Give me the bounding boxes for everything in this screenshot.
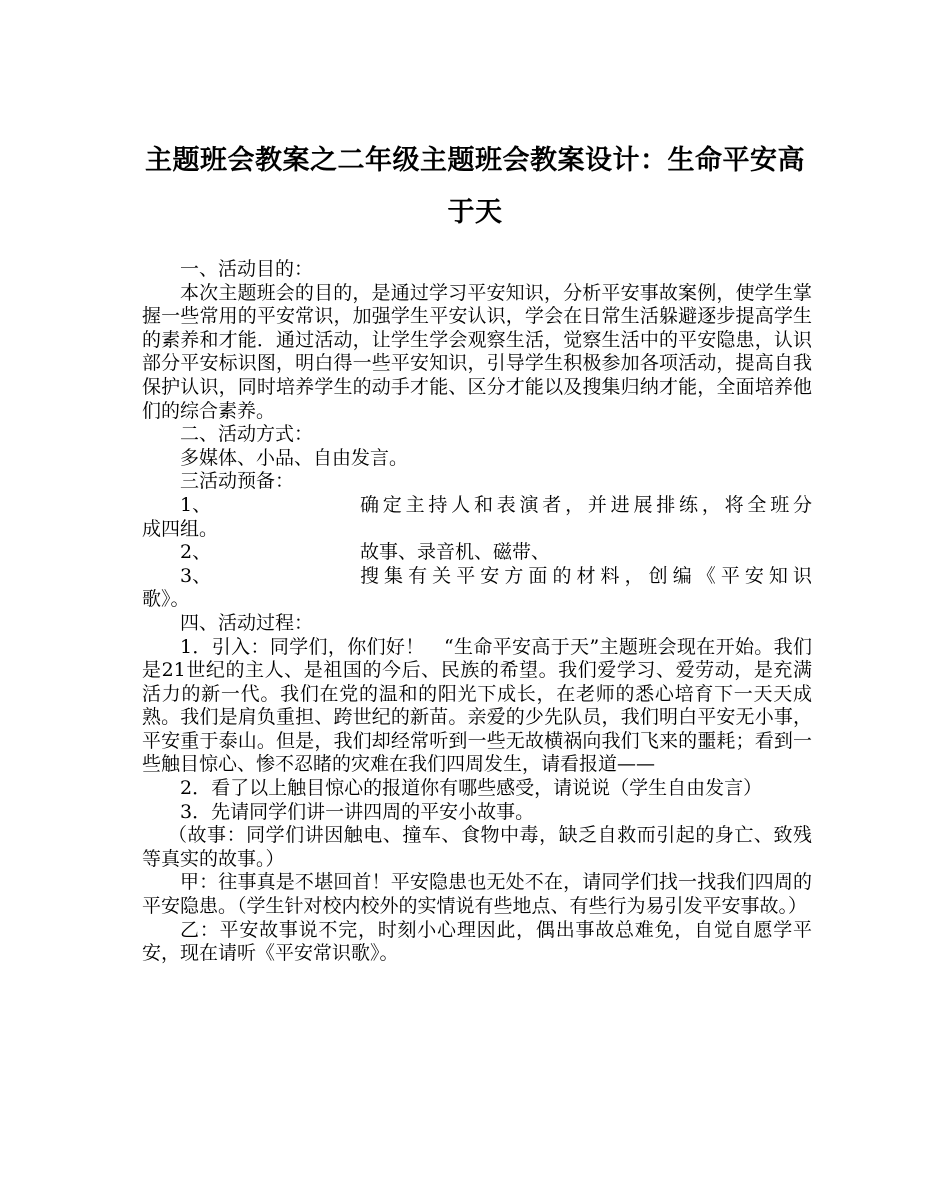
paragraph-method: 多媒体、小品、自由发言。: [180, 446, 409, 469]
preparation-number: 1、: [180, 493, 212, 516]
preparation-item: [142, 565, 812, 612]
section-heading-process: 四、活动过程：: [180, 611, 314, 634]
preparation-item: [142, 541, 812, 565]
paragraph-feelings: 2．看了以上触目惊心的报道你有哪些感受，请说说（学生自由发言）: [180, 777, 763, 800]
paragraph-stories: 3．先请同学们讲一讲四周的平安小故事。: [180, 800, 535, 823]
document-title: 主题班会教案之二年级主题班会教案设计：生命平安高于天: [145, 145, 805, 228]
paragraph-jia: 甲：往事真是不堪回首！平安隐患也无处不在，请同学们找一找我们四周的平安隐患。（学生针对校内校外的实情说有些地点、有些行为易引发平安事故。）: [142, 871, 812, 918]
paragraph-story-note: （故事：同学们讲因触电、撞车、食物中毒，缺乏自救而引起的身亡、致残等真实的故事。）: [142, 824, 812, 870]
preparation-text-continued: 歌》。: [142, 588, 190, 611]
paragraph-intro: 1．引入：同学们，你们好！ “生命平安高于天”主题班会现在开始。我们是21世纪的主人、是祖国的今后、民族的希望。我们爱学习、爱劳动，是充满活力的新一代。我们在党的温和的阳光下成长，在老师的悉心培育下一天天成熟。我们是肩负重担、跨世纪的新苗。亲爱的少先队员，我们明白平安无小事，平安重于泰山。但是，我们却经常听到一些无故横祸向我们飞来的噩耗；看到一些触目惊心、惨不忍睹的灾难在我们四周发生，请看报道——: [142, 635, 812, 776]
preparation-number: 3、: [180, 564, 212, 587]
section-heading-method: 二、活动方式：: [180, 423, 314, 446]
section-heading-purpose: 一、活动目的：: [180, 258, 314, 280]
section-heading-preparation: 三活动预备：: [180, 470, 295, 493]
paragraph-yi: 乙：平安故事说不完，时刻小心理因此，偶出事故总难免，自觉自愿学平安，现在请听《平安常识歌》。: [142, 918, 812, 965]
preparation-text: 确定主持人和表演者，并进展排练，将全班分: [360, 493, 812, 516]
preparation-number: 2、: [180, 541, 212, 564]
preparation-text-continued: 成四组。: [142, 517, 219, 540]
document-body: [142, 258, 812, 966]
preparation-text: 故事、录音机、磁带、: [360, 541, 551, 564]
preparation-item: [142, 494, 812, 541]
preparation-text: 搜集有关平安方面的材料，创编《平安知识: [360, 564, 812, 587]
paragraph-purpose: 本次主题班会的目的，是通过学习平安知识，分析平安事故案例，使学生掌握一些常用的平安常识，加强学生平安认识，学会在日常生活躲避逐步提高学生的素养和才能．通过活动，让学生学会观察生活，觉察生活中的平安隐患，认识部分平安标识图，明白得一些平安知识，引导学生积极参加各项活动，提高自我保护认识，同时培养学生的动手才能、区分才能以及搜集归纳才能，全面培养他们的综合素养。: [142, 281, 812, 422]
